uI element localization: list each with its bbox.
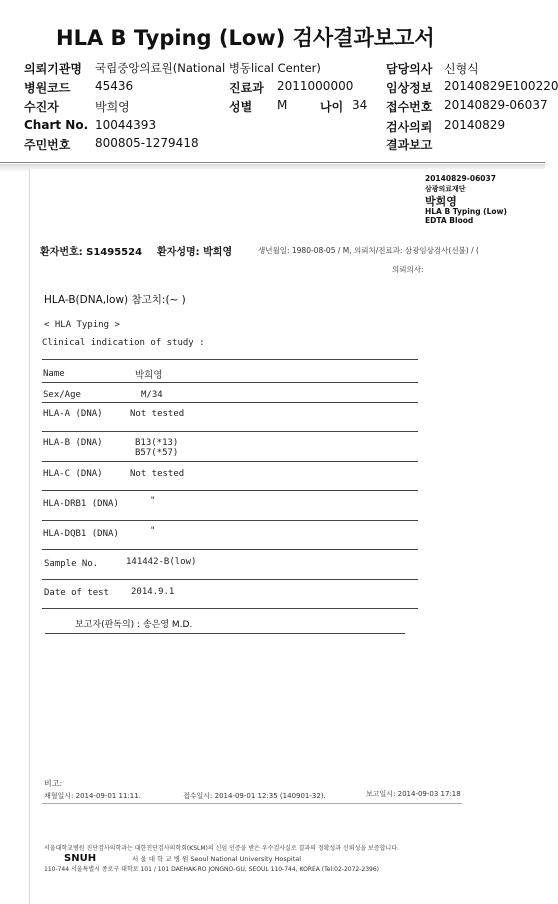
row-date-value: 2014.9.1: [131, 587, 175, 597]
row-hla-c-label: HLA-C (DNA): [43, 469, 103, 479]
separator: [42, 549, 418, 550]
age-value: 34: [352, 98, 368, 112]
patient-value: 박희영: [95, 100, 130, 114]
report-section-title: < HLA Typing >: [44, 320, 120, 330]
sex-value: M: [277, 98, 288, 112]
row-name-value: 박희영: [135, 370, 163, 381]
separator: [42, 402, 418, 403]
report-patient-details: 생년월일: 1980-08-05 / M, 의뢰처/진료과: 삼광임상검사(선불) / (: [258, 246, 479, 255]
hospital-code-value: 45436: [95, 79, 134, 93]
separator: [42, 803, 462, 804]
separator: [42, 382, 418, 383]
report-collected-time: 채혈일시: 2014-09-01 11:11.: [44, 792, 141, 800]
report-reported-time: 보고일시: 2014-09-03 17:18: [366, 790, 461, 798]
receipt-no-value: 20140829-06037: [444, 98, 548, 112]
patient-label: 수진자: [24, 100, 59, 114]
report-patient-name: 박희영: [425, 195, 457, 208]
report-patient-no: 환자번호: S1495524: [40, 247, 143, 258]
clinical-info-value: 20140829E100220: [444, 79, 558, 93]
separator: [42, 520, 418, 521]
report-foundation: 삼광의료재단: [425, 185, 466, 193]
sex-label: 성별: [229, 100, 253, 114]
row-hla-a-value: Not tested: [130, 409, 185, 419]
requesting-institution-label: 의뢰기관명: [24, 62, 82, 76]
report-test-name: HLA B Typing (Low): [425, 207, 507, 216]
page-title: HLA B Typing (Low) 검사결과보고서: [56, 26, 435, 50]
report-hospital-address: 110-744 서울특별시 종로구 대학로 101 / 101 DAEHAK-RO JONGNO-GU, SEOUL 110-744, KOREA (Tel:02-2072-2396): [44, 866, 380, 873]
row-sample-value: 141442-B(low): [126, 557, 197, 567]
separator: [42, 579, 418, 580]
row-hla-dqb1-label: HLA-DQB1 (DNA): [43, 529, 119, 539]
physician-value: 신형식: [444, 62, 479, 76]
report-clinical-indication: Clinical indication of study :: [42, 338, 205, 348]
chart-no-value: 10044393: [95, 118, 157, 132]
report-certification: 서울대학교병원 진단검사의학과는 대한진단검사의학회(KSLM)의 신임 인증을 받은 우수검사실로 결과의 정확성과 신뢰성을 보증합니다.: [44, 845, 399, 852]
separator: [42, 359, 418, 360]
row-sample-label: Sample No.: [44, 559, 99, 569]
row-hla-dqb1-value: ": [150, 526, 156, 536]
resident-no-value: 800805-1279418: [95, 136, 199, 150]
report-receipt-no: 20140829-06037: [425, 174, 496, 183]
separator: [42, 608, 418, 609]
row-hla-a-label: HLA-A (DNA): [43, 409, 103, 419]
receipt-no-label: 접수번호: [386, 100, 433, 114]
test-request-value: 20140829: [444, 118, 506, 132]
snuh-logo-text: SNUH: [64, 853, 97, 864]
resident-no-label: 주민번호: [24, 138, 71, 152]
separator: [45, 633, 405, 634]
report-specimen: EDTA Blood: [425, 216, 474, 225]
row-hla-c-value: Not tested: [130, 469, 185, 479]
separator: [42, 461, 418, 462]
report-hospital-name: 서 울 대 학 교 병 원 Seoul National University Hospital: [132, 855, 302, 863]
report-test-heading: HLA-B(DNA,low) 참고치:(~ ): [44, 294, 186, 306]
hospital-code-label: 병원코드: [24, 81, 71, 95]
separator: [42, 431, 418, 432]
header-divider: [0, 162, 545, 163]
clinical-info-label: 임상정보: [386, 81, 433, 95]
report-patient-fullname: 환자성명: 박희영: [157, 247, 233, 258]
report-received-time: 접수일시: 2014-09-01 12:35 (140901-32).: [183, 792, 326, 800]
row-sexage-label: Sex/Age: [43, 390, 81, 400]
snuh-logo-icon: [64, 853, 96, 864]
chart-no-label: Chart No.: [24, 118, 89, 132]
result-report-label: 결과보고: [386, 138, 433, 152]
row-hla-b-value: B13(*13): [135, 438, 179, 448]
separator: [42, 490, 418, 491]
row-hla-drb1-label: HLA-DRB1 (DNA): [43, 499, 119, 509]
report-doctor-label: 의뢰의사:: [392, 265, 424, 274]
age-label: 나이: [320, 100, 344, 114]
dept-label: 진료과: [229, 81, 264, 95]
row-sexage-value: M/34: [141, 390, 163, 400]
row-hla-b-value2: B57(*57): [135, 448, 179, 458]
requesting-institution-value: 국립중앙의료원(National 병동lical Center): [95, 61, 321, 75]
row-hla-drb1-value: ": [150, 496, 156, 506]
test-request-label: 검사의뢰: [386, 120, 433, 134]
row-date-label: Date of test: [44, 588, 110, 598]
dept-value: 2011000000: [277, 79, 354, 93]
report-reporter: 보고자(판독의) : 송은영 M.D.: [75, 620, 193, 630]
report-remarks: 비고:: [44, 779, 63, 788]
row-hla-b-label: HLA-B (DNA): [43, 438, 103, 448]
physician-label: 담당의사: [386, 62, 433, 76]
row-name-label: Name: [43, 369, 65, 379]
